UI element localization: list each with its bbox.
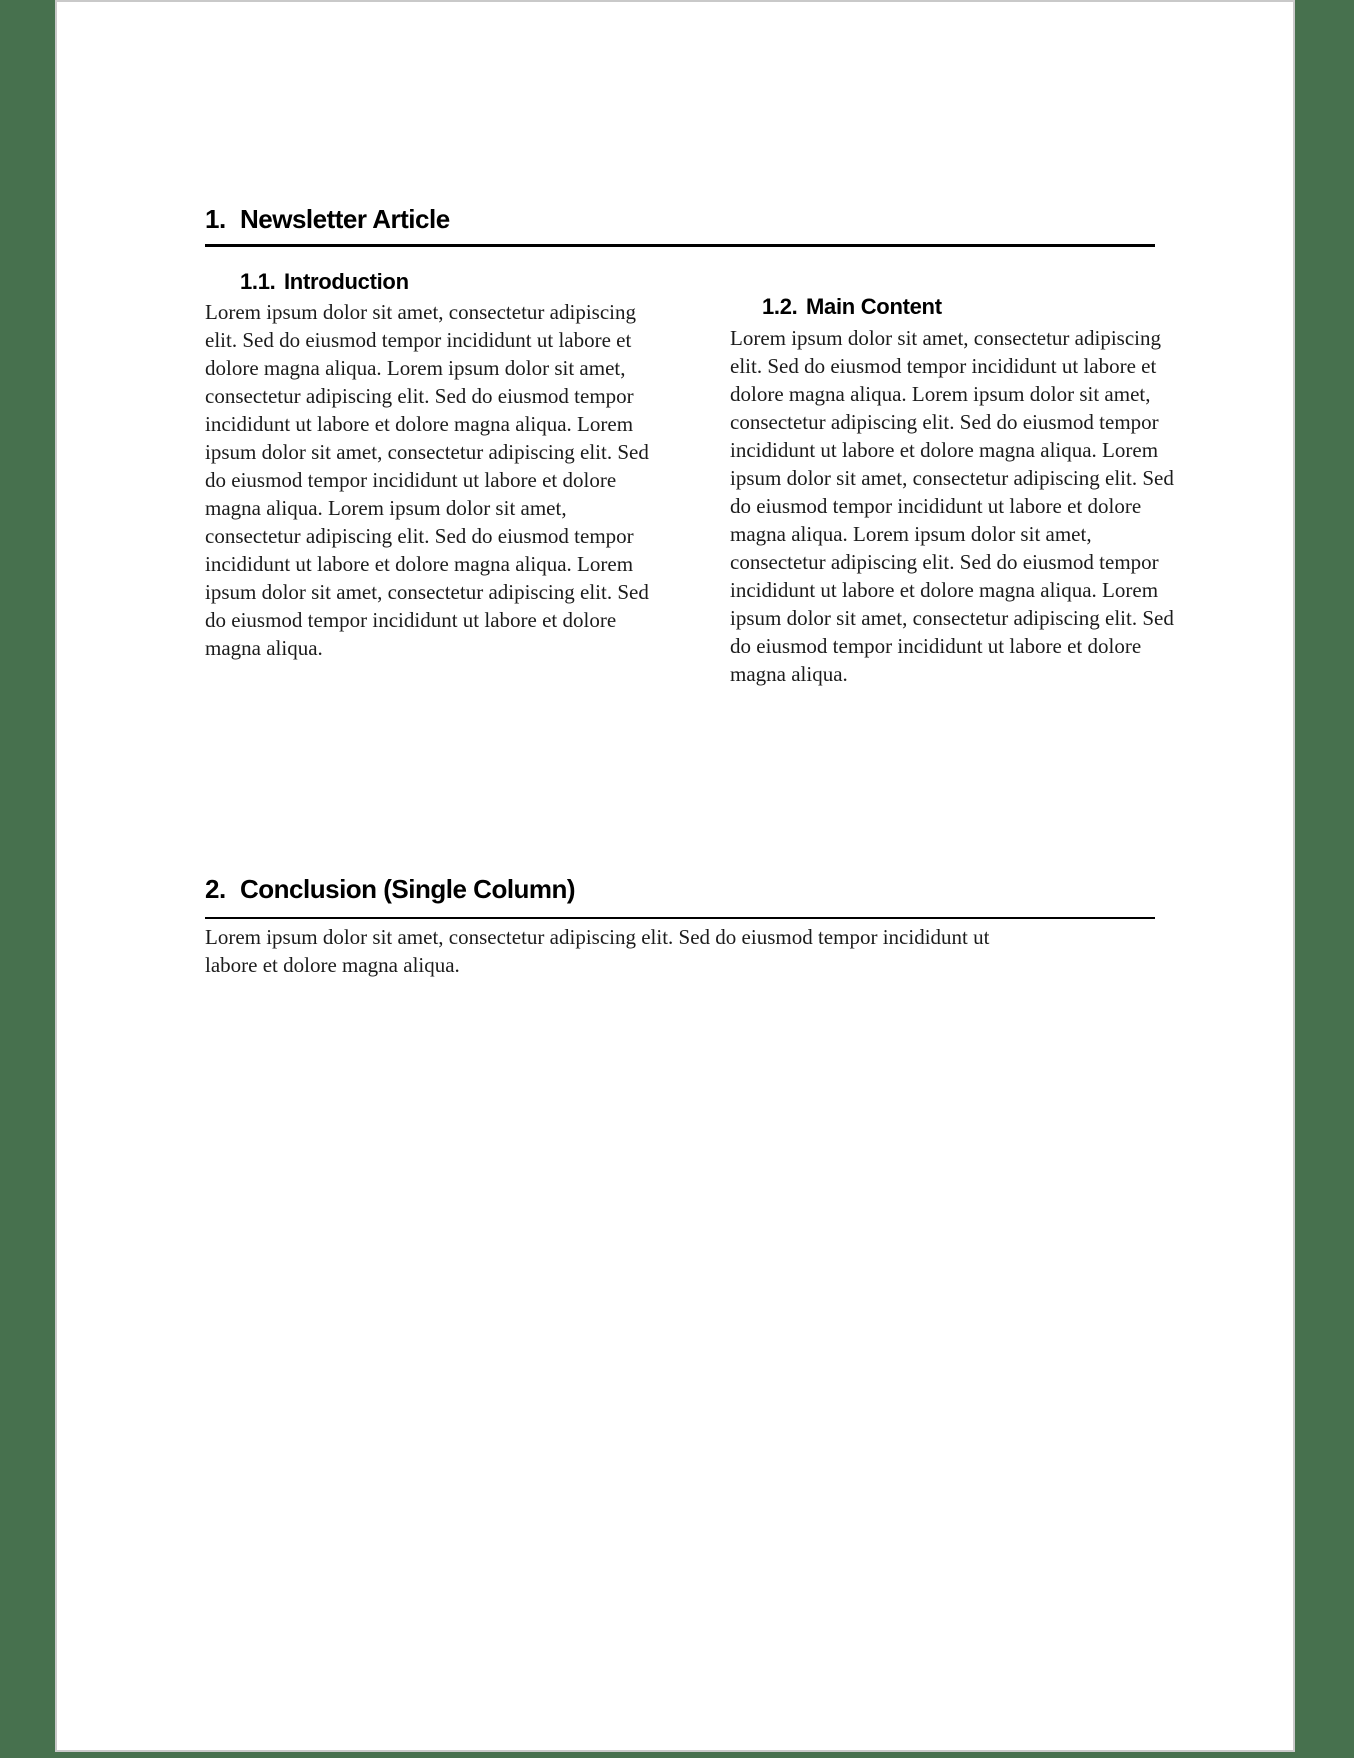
section-2-heading-rule xyxy=(205,917,1155,919)
document-page xyxy=(55,0,1295,1752)
subsection-1-1-heading xyxy=(240,269,409,294)
section-2-heading xyxy=(205,875,575,905)
section-1-heading-rule xyxy=(205,244,1155,247)
section-1-title: Newsletter Article xyxy=(240,204,450,234)
column-left-paragraph: Lorem ipsum dolor sit amet, consectetur adipiscing elit. Sed do eiusmod tempor incididunt ut labore et dolore magna aliqua. Lorem ipsum dolor sit amet, consectetur adipiscing elit. Sed do eiusmod tempor incididunt ut labore et dolore magna aliqua. Lorem ipsum dolor sit amet, consectetur adipiscing elit. Sed do eiusmod tempor incididunt ut labore et dolore magna aliqua. Lorem ipsum dolor sit amet, consectetur adipiscing elit. Sed do eiusmod tempor incididunt ut labore et dolore magna aliqua. Lorem ipsum dolor sit amet, consectetur adipiscing elit. Sed do eiusmod tempor incididunt ut labore et dolore magna aliqua. xyxy=(205,300,649,660)
section-1-number: 1. xyxy=(205,204,226,234)
section-1-heading xyxy=(205,205,450,235)
conclusion-paragraph: Lorem ipsum dolor sit amet, consectetur adipiscing elit. Sed do eiusmod tempor incididunt ut labore et dolore magna aliqua. xyxy=(205,925,990,977)
subsection-1-1-number: 1.1. xyxy=(240,269,276,294)
section-2-number: 2. xyxy=(205,874,226,904)
section-2-title: Conclusion (Single Column) xyxy=(240,874,576,904)
subsection-1-2-heading xyxy=(762,294,942,319)
subsection-1-2-title: Main Content xyxy=(806,294,942,319)
subsection-1-1-title: Introduction xyxy=(284,269,409,294)
column-right-paragraph: Lorem ipsum dolor sit amet, consectetur adipiscing elit. Sed do eiusmod tempor incididunt ut labore et dolore magna aliqua. Lorem ipsum dolor sit amet, consectetur adipiscing elit. Sed do eiusmod tempor incididunt ut labore et dolore magna aliqua. Lorem ipsum dolor sit amet, consectetur adipiscing elit. Sed do eiusmod tempor incididunt ut labore et dolore magna aliqua. Lorem ipsum dolor sit amet, consectetur adipiscing elit. Sed do eiusmod tempor incididunt ut labore et dolore magna aliqua. Lorem ipsum dolor sit amet, consectetur adipiscing elit. Sed do eiusmod tempor incididunt ut labore et dolore magna aliqua. xyxy=(730,326,1174,686)
subsection-1-2-number: 1.2. xyxy=(762,294,798,319)
